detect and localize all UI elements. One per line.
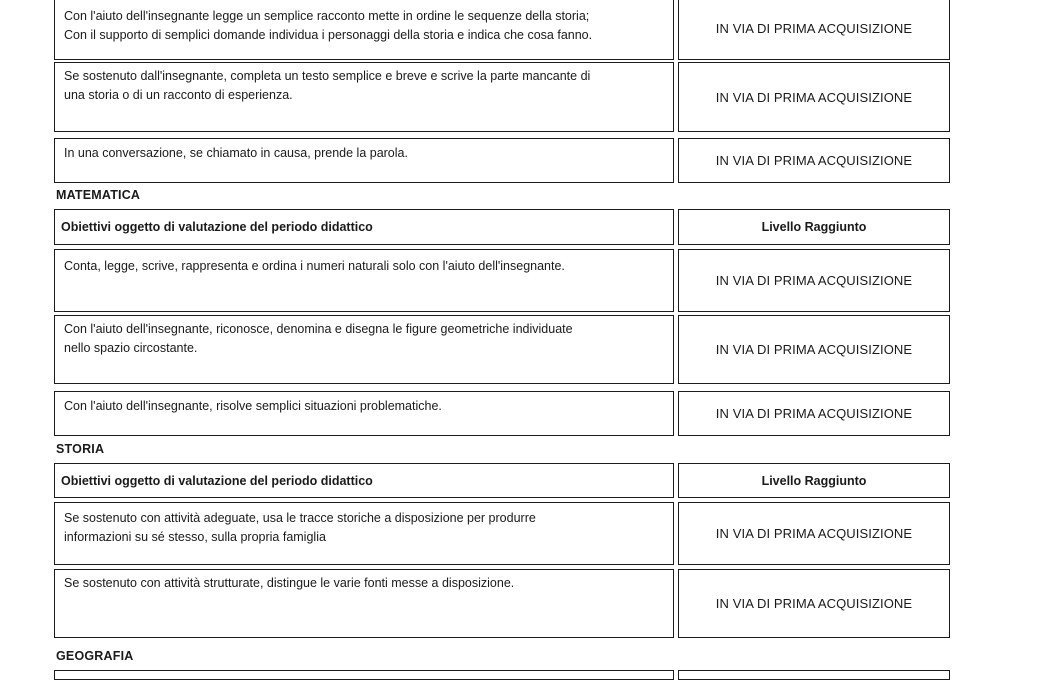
matematica-level-cell-2 <box>678 315 950 384</box>
storia-level-cell-2 <box>678 569 950 638</box>
level-value: IN VIA DI PRIMA ACQUISIZIONE <box>715 153 913 168</box>
objective-line: nello spazio circostante. <box>64 341 198 355</box>
storia-level-cell-1 <box>678 502 950 565</box>
level-value: IN VIA DI PRIMA ACQUISIZIONE <box>715 89 913 105</box>
matematica-level-cell-1 <box>678 249 950 312</box>
header-objectives-label: Obiettivi oggetto di valutazione del periodo didattico <box>61 220 373 234</box>
matematica-header-level <box>678 209 950 245</box>
italiano-objective-cell-1 <box>54 0 674 60</box>
section-title-storia: STORIA <box>56 442 105 456</box>
header-level-label: Livello Raggiunto <box>761 220 867 234</box>
objective-line: una storia o di un racconto di esperienza. <box>64 88 293 102</box>
italiano-objective-cell-3 <box>54 138 674 183</box>
objective-line: Con l'aiuto dell'insegnante, risolve semplici situazioni problematiche. <box>64 399 442 413</box>
italiano-level-cell-3 <box>678 138 950 183</box>
storia-header-objectives <box>54 463 674 498</box>
objective-line: Se sostenuto con attività strutturate, distingue le varie fonti messe a disposizione. <box>64 576 515 590</box>
objective-line: In una conversazione, se chiamato in causa, prende la parola. <box>64 146 408 160</box>
objective-line: Se sostenuto con attività adeguate, usa le tracce storiche a disposizione per produrre <box>64 511 536 525</box>
level-value: IN VIA DI PRIMA ACQUISIZIONE <box>715 596 913 611</box>
level-value: IN VIA DI PRIMA ACQUISIZIONE <box>715 526 913 541</box>
objective-line: Se sostenuto dall'insegnante, completa un testo semplice e breve e scrive la parte mancante di <box>64 69 591 83</box>
objective-line: Con l'aiuto dell'insegnante, riconosce, denomina e disegna le figure geometriche individuate <box>64 322 573 336</box>
objective-line: informazioni su sé stesso, sulla propria famiglia <box>64 530 326 544</box>
objective-line: Con l'aiuto dell'insegnante legge un semplice racconto mette in ordine le sequenze della storia; <box>64 9 590 23</box>
level-value: IN VIA DI PRIMA ACQUISIZIONE <box>715 406 913 421</box>
italiano-level-cell-1 <box>678 0 950 60</box>
header-objectives-label: Obiettivi oggetto di valutazione del periodo didattico <box>61 473 373 488</box>
italiano-level-cell-2 <box>678 62 950 132</box>
objective-line: Con il supporto di semplici domande individua i personaggi della storia e indica che cosa fanno. <box>64 28 593 42</box>
level-value: IN VIA DI PRIMA ACQUISIZIONE <box>715 20 913 36</box>
geografia-table-start-right <box>678 670 950 680</box>
level-value: IN VIA DI PRIMA ACQUISIZIONE <box>715 273 913 288</box>
matematica-objective-cell-3 <box>54 391 674 436</box>
storia-header-level <box>678 463 950 498</box>
objective-line: Conta, legge, scrive, rappresenta e ordina i numeri naturali solo con l'aiuto dell'insegnante. <box>64 259 565 273</box>
storia-objective-cell-2 <box>54 569 674 638</box>
matematica-objective-cell-2 <box>54 315 674 384</box>
section-title-geografia: GEOGRAFIA <box>56 649 134 663</box>
matematica-header-objectives <box>54 209 674 245</box>
matematica-objective-cell-1 <box>54 249 674 312</box>
italiano-objective-cell-2 <box>54 62 674 132</box>
section-title-matematica: MATEMATICA <box>56 188 141 202</box>
header-level-label: Livello Raggiunto <box>761 473 867 488</box>
level-value: IN VIA DI PRIMA ACQUISIZIONE <box>715 342 913 357</box>
geografia-table-start-left <box>54 670 674 680</box>
matematica-level-cell-3 <box>678 391 950 436</box>
storia-objective-cell-1 <box>54 502 674 565</box>
